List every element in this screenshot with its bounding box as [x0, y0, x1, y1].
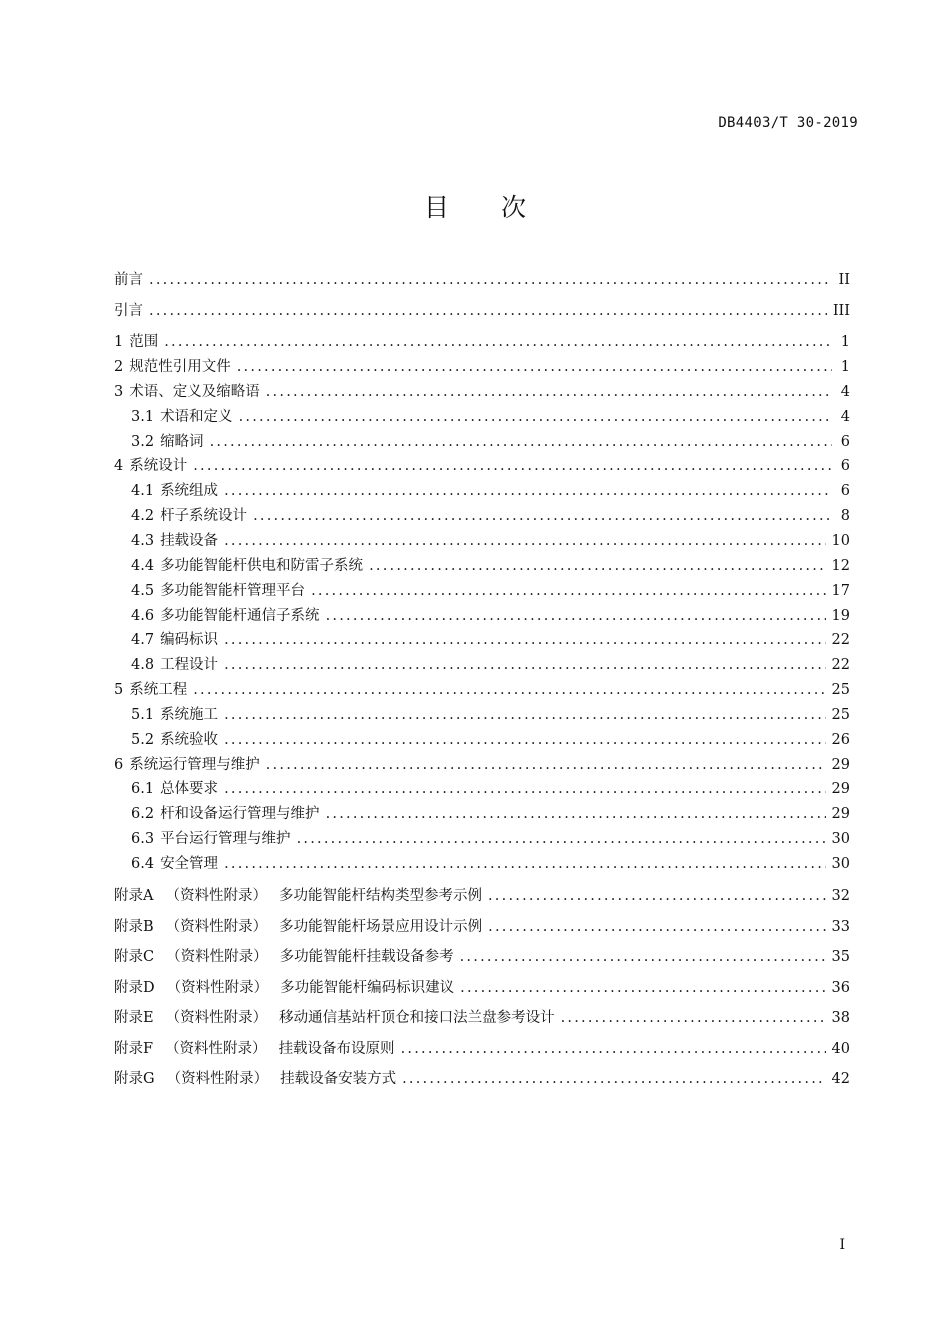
toc-entry[interactable] — [114, 581, 850, 601]
toc-entry-title: 系统运行管理与维护 — [129, 756, 260, 773]
toc-entry-label — [114, 680, 187, 700]
toc-entry-number: 6 — [114, 756, 124, 773]
appendix-type: （资料性附录） — [165, 888, 267, 904]
toc-entry-title: 挂载设备 — [160, 532, 219, 549]
toc-entry[interactable] — [114, 456, 850, 476]
toc-entry-page: 36 — [831, 979, 850, 996]
toc-entry-number: 4.1 — [131, 483, 155, 500]
dot-leader — [193, 456, 832, 476]
dot-leader — [460, 947, 826, 967]
toc-entry-number: 4.5 — [131, 582, 155, 599]
toc-entry-label — [114, 581, 305, 601]
dot-leader — [193, 680, 825, 700]
toc-entry-title: 平台运行管理与维护 — [160, 831, 291, 848]
dot-leader — [149, 270, 832, 290]
dot-leader — [149, 301, 827, 321]
toc-entry-page: 29 — [831, 756, 850, 773]
toc-appendix-entry[interactable] — [114, 1039, 850, 1059]
toc-entry-title: 术语、定义及缩略语 — [129, 383, 260, 400]
toc-entry[interactable] — [114, 556, 850, 576]
toc-entry-title: 引言 — [114, 303, 143, 319]
appendix-type: （资料性附录） — [166, 949, 268, 965]
dot-leader — [488, 886, 826, 906]
toc-entry[interactable] — [114, 655, 850, 675]
toc-entry[interactable] — [114, 680, 850, 700]
appendix-type: （资料性附录） — [166, 1071, 269, 1087]
appendix-type: （资料性附录） — [166, 979, 269, 996]
toc-entry-title: 杆子系统设计 — [160, 508, 248, 525]
toc-entry-title: 系统验收 — [160, 731, 219, 748]
toc-entry[interactable] — [114, 705, 850, 725]
toc-entry-title: 总体要求 — [160, 781, 219, 798]
dot-leader — [311, 581, 825, 601]
toc-entry-number: 3.2 — [131, 433, 155, 450]
dot-leader — [561, 1008, 826, 1028]
toc-entry-label — [114, 332, 158, 352]
toc-entry-page: 17 — [831, 582, 850, 599]
toc-appendix-entry[interactable] — [114, 978, 850, 998]
toc-entry-label — [114, 630, 218, 650]
toc-entry-page: 32 — [831, 888, 850, 904]
appendix-title: 多功能智能杆结构类型参考示例 — [278, 888, 482, 904]
toc-entry-number: 4.3 — [131, 532, 155, 549]
toc-entry[interactable] — [114, 730, 850, 750]
appendix-id: 附录D — [114, 979, 155, 996]
toc-appendix-entry[interactable] — [114, 886, 850, 906]
toc-entry-title: 系统组成 — [160, 483, 219, 500]
toc-entry-number: 4.7 — [131, 632, 155, 649]
toc-entry-title: 范围 — [129, 334, 159, 350]
toc-entry-label — [114, 804, 320, 824]
toc-entry-label — [114, 655, 218, 675]
toc-entry-label — [114, 854, 218, 874]
toc-entry-page: 1 — [840, 334, 850, 350]
dot-leader — [224, 630, 825, 650]
toc-appendix-entry[interactable] — [114, 1008, 850, 1028]
toc-entry-label — [114, 407, 233, 427]
toc-entry-number: 2 — [114, 359, 124, 375]
toc-entry-label — [114, 730, 218, 750]
toc-entry-label — [114, 506, 247, 526]
toc-entry[interactable] — [114, 407, 850, 427]
toc-entry-number: 3 — [114, 383, 124, 400]
toc-entry[interactable] — [114, 854, 850, 874]
toc-entry-title: 工程设计 — [160, 657, 219, 674]
toc-entry-page: 22 — [831, 657, 850, 674]
document-code: DB4403/T 30-2019 — [718, 115, 858, 131]
toc-entry-page: 30 — [831, 856, 850, 872]
toc-entry-page: 25 — [831, 682, 850, 699]
toc-entry[interactable] — [114, 606, 850, 626]
dot-leader — [369, 556, 825, 576]
dot-leader — [224, 779, 825, 799]
dot-leader — [239, 407, 832, 427]
toc-entry-number: 4.6 — [131, 607, 155, 624]
toc-entry-title: 编码标识 — [160, 632, 219, 649]
toc-entry-number: 5.2 — [131, 731, 155, 748]
toc-entry-label — [114, 531, 218, 551]
toc-entry-number: 4.4 — [131, 557, 155, 574]
toc-entry-number: 4.8 — [131, 657, 155, 674]
toc-entry[interactable] — [114, 506, 850, 526]
toc-entry-page: 30 — [831, 831, 850, 848]
footer-page-number: I — [839, 1237, 845, 1253]
toc-entry-number: 3.1 — [131, 408, 155, 425]
appendix-type: （资料性附录） — [165, 1010, 268, 1026]
toc-entry-label — [114, 755, 260, 775]
appendix-title: 多功能智能杆编码标识建议 — [280, 979, 455, 996]
toc-entry-number: 6.3 — [131, 831, 155, 848]
appendix-id: 附录C — [114, 949, 155, 965]
toc-entry-page: 33 — [831, 918, 850, 935]
toc-entry-label — [114, 606, 320, 626]
toc-entry-page: 4 — [840, 383, 850, 400]
toc-entry[interactable] — [114, 481, 850, 501]
toc-entry[interactable] — [114, 270, 850, 290]
toc-entry-label — [114, 829, 291, 849]
toc-entry[interactable] — [114, 779, 850, 799]
toc-entry-title: 系统施工 — [160, 706, 219, 723]
toc-entry-page: 42 — [831, 1071, 850, 1087]
toc-entry-page: 10 — [831, 532, 850, 549]
dot-leader — [297, 829, 826, 849]
toc-entry-page: 22 — [831, 632, 850, 649]
appendix-type: （资料性附录） — [165, 1040, 267, 1057]
toc-entry-title: 安全管理 — [160, 856, 219, 872]
toc-entry-page: 6 — [840, 483, 850, 500]
toc-entry-title: 杆和设备运行管理与维护 — [160, 806, 320, 823]
toc-entry-number: 5.1 — [131, 706, 155, 723]
dot-leader — [224, 854, 825, 874]
dot-leader — [210, 432, 832, 452]
appendix-id: 附录A — [114, 888, 154, 904]
toc-entry[interactable] — [114, 531, 850, 551]
toc-entry[interactable] — [114, 332, 850, 352]
toc-entry-page: 12 — [831, 557, 850, 574]
toc-entry-page: 6 — [840, 433, 850, 450]
toc-entry-page: 8 — [840, 508, 850, 525]
toc-entry-label — [114, 301, 143, 321]
toc-entry-label — [114, 270, 143, 290]
toc-entry-page: 4 — [840, 408, 850, 425]
toc-entry-title: 系统设计 — [129, 458, 188, 475]
dot-leader — [224, 531, 825, 551]
dot-leader — [488, 917, 825, 937]
appendix-title: 多功能智能杆挂载设备参考 — [279, 949, 454, 965]
toc-entry-number: 4.2 — [131, 508, 155, 525]
toc-entry-number: 6.4 — [131, 856, 155, 872]
dot-leader — [266, 382, 832, 402]
toc-appendix-entry[interactable] — [114, 917, 850, 937]
toc-entry-title: 多功能智能杆供电和防雷子系统 — [160, 557, 364, 574]
toc-entry-label — [114, 357, 231, 377]
dot-leader — [401, 1039, 826, 1059]
appendix-title: 移动通信基站杆顶仓和接口法兰盘参考设计 — [279, 1010, 555, 1026]
toc-entry[interactable] — [114, 432, 850, 452]
appendix-type: （资料性附录） — [165, 918, 268, 935]
toc-entry-page: 29 — [831, 806, 850, 823]
toc-entry-page: 35 — [831, 949, 850, 965]
toc-entry-title: 系统工程 — [129, 682, 188, 699]
toc-entry-page: 19 — [831, 607, 850, 624]
toc-entry[interactable] — [114, 630, 850, 650]
toc-entry-number: 4 — [114, 458, 124, 475]
toc-entry-title: 缩略词 — [160, 433, 204, 450]
appendix-id: 附录E — [114, 1010, 154, 1026]
dot-leader — [237, 357, 832, 377]
toc-entry-label — [114, 556, 363, 576]
toc-entry-title: 前言 — [114, 272, 143, 288]
dot-leader — [253, 506, 832, 526]
toc-appendix-entry[interactable] — [114, 947, 850, 967]
dot-leader — [326, 606, 826, 626]
toc-entry-label — [114, 779, 218, 799]
toc-entry-page: 1 — [840, 359, 850, 375]
toc-entry[interactable] — [114, 382, 850, 402]
toc-entry-number: 5 — [114, 682, 124, 699]
toc-entry-title: 多功能智能杆管理平台 — [160, 582, 306, 599]
toc-entry-page: 26 — [831, 731, 850, 748]
toc-entry-page: 40 — [831, 1040, 850, 1057]
dot-leader — [164, 332, 832, 352]
toc-entry-page: III — [832, 303, 850, 319]
toc-entry[interactable] — [114, 301, 850, 321]
toc-entry-label — [114, 705, 218, 725]
appendix-title: 挂载设备安装方式 — [280, 1071, 397, 1087]
appendix-id: 附录G — [114, 1071, 155, 1087]
dot-leader — [326, 804, 826, 824]
toc-entry-label — [114, 456, 187, 476]
toc-entry-title: 多功能智能杆通信子系统 — [160, 607, 320, 624]
dot-leader — [224, 481, 832, 501]
toc-entry-title: 规范性引用文件 — [129, 359, 231, 375]
dot-leader — [402, 1069, 825, 1089]
toc-entry-label — [114, 382, 260, 402]
toc-entry[interactable] — [114, 804, 850, 824]
toc-entry[interactable] — [114, 829, 850, 849]
toc-appendix-entry[interactable] — [114, 1069, 850, 1089]
appendix-title: 多功能智能杆场景应用设计示例 — [279, 918, 483, 935]
toc-entry-page: 29 — [831, 781, 850, 798]
toc-entry-number: 1 — [114, 334, 124, 350]
dot-leader — [266, 755, 826, 775]
page-title: 目次 — [423, 193, 578, 222]
dot-leader — [460, 978, 825, 998]
toc-entry-number: 6.2 — [131, 806, 155, 823]
appendix-id: 附录F — [114, 1040, 154, 1057]
toc-entry-page: II — [838, 272, 850, 288]
toc-entry-title: 术语和定义 — [160, 408, 233, 425]
toc-entry-page: 38 — [831, 1010, 850, 1026]
toc-entry-page: 25 — [831, 706, 850, 723]
dot-leader — [224, 730, 825, 750]
toc-entry-page: 6 — [840, 458, 850, 475]
toc-entry-number: 6.1 — [131, 781, 155, 798]
toc-entry[interactable] — [114, 755, 850, 775]
dot-leader — [224, 705, 825, 725]
toc-entry[interactable] — [114, 357, 850, 377]
appendix-id: 附录B — [114, 918, 154, 935]
toc-entry-label — [114, 432, 204, 452]
dot-leader — [224, 655, 825, 675]
toc-entry-label — [114, 481, 218, 501]
appendix-title: 挂载设备布设原则 — [278, 1040, 395, 1057]
